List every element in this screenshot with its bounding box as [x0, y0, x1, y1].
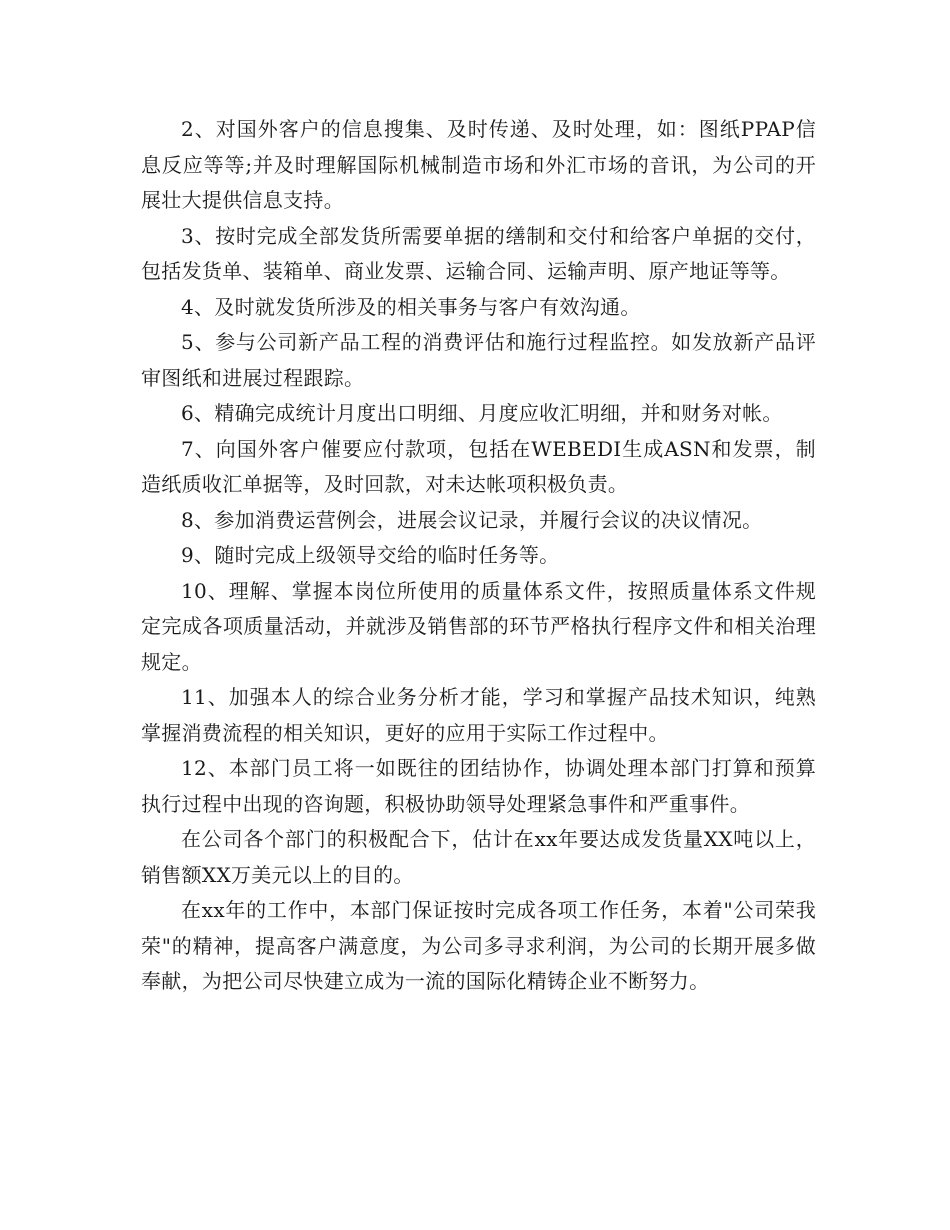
- paragraph-item-5: 5、参与公司新产品工程的消费评估和施行过程监控。如发放新产品评审图纸和进展过程跟踪。: [141, 330, 816, 390]
- paragraph-item-11: 11、加强本人的综合业务分析才能，学习和掌握产品技术知识，纯熟掌握消费流程的相关知识，更好的应用于实际工作过程中。: [141, 685, 816, 745]
- paragraph-item-8: 8、参加消费运营例会，进展会议记录，并履行会议的决议情况。: [181, 507, 763, 532]
- document-body: [141, 112, 816, 1000]
- paragraph-item-2: 2、对国外客户的信息搜集、及时传递、及时处理，如：图纸PPAP信息反应等等;并及时理解国际机械制造市场和外汇市场的音讯，为公司的开展壮大提供信息支持。: [141, 117, 816, 212]
- paragraph-item-7: 7、向国外客户催要应付款项，包括在WEBEDI生成ASN和发票，制造纸质收汇单据等，及时回款，对未达帐项积极负责。: [141, 436, 816, 496]
- paragraph-item-4: 4、及时就发货所涉及的相关事务与客户有效沟通。: [181, 294, 641, 319]
- paragraph-conclusion: 在xx年的工作中，本部门保证按时完成各项工作任务，本着"公司荣我荣"的精神，提高客户满意度，为公司多寻求利润，为公司的长期开展多做奉献，为把公司尽快建立成为一流的国际化精铸企业不断努力。: [141, 898, 816, 993]
- paragraph-item-12: 12、本部门员工将一如既往的团结协作，协调处理本部门打算和预算执行过程中出现的咨询题，积极协助领导处理紧急事件和严重事件。: [141, 756, 816, 816]
- paragraph-item-3: 3、按时完成全部发货所需要单据的缮制和交付和给客户单据的交付，包括发货单、装箱单、商业发票、运输合同、运输声明、原产地证等等。: [141, 223, 816, 283]
- paragraph-item-10: 10、理解、掌握本岗位所使用的质量体系文件，按照质量体系文件规定完成各项质量活动，并就涉及销售部的环节严格执行程序文件和相关治理规定。: [141, 578, 816, 674]
- paragraph-item-9: 9、随时完成上级领导交给的临时任务等。: [181, 543, 560, 567]
- paragraph-target: 在公司各个部门的积极配合下，估计在xx年要达成发货量XX吨以上，销售额XX万美元以上的目的。: [141, 827, 816, 887]
- paragraph-item-6: 6、精确完成统计月度出口明细、月度应收汇明细，并和财务对帐。: [181, 401, 783, 425]
